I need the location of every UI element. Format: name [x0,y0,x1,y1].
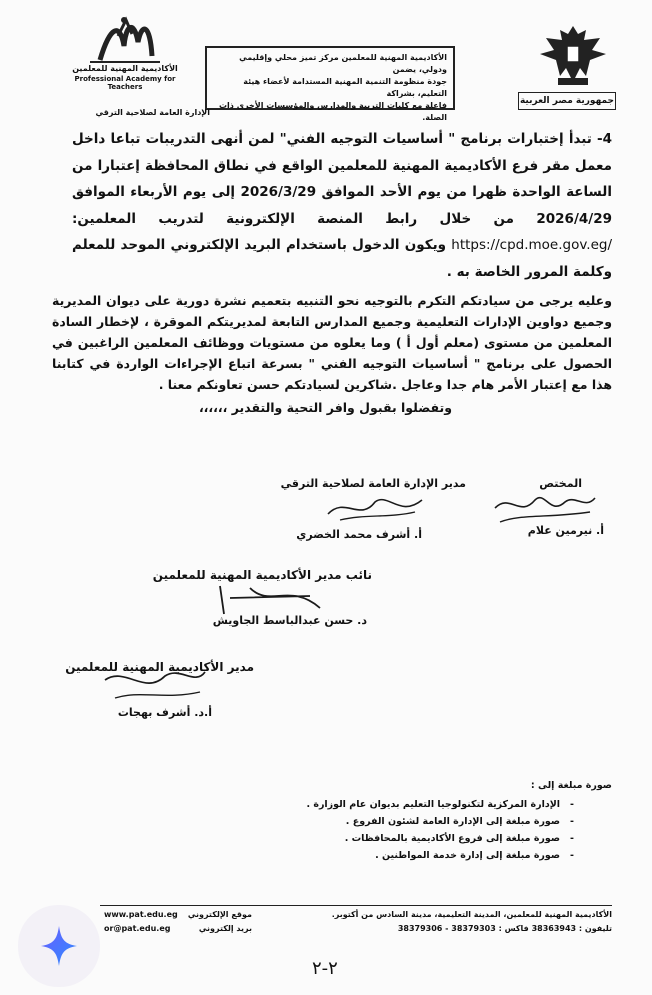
vision-line: فاعلة مع كليات التربية والمدارس والمؤسسات الأخرى ذات الصلة. [219,101,447,122]
closing-greeting: وتفضلوا بقبول وافر التحية والتقدير ،،،،،، [198,400,452,415]
specialist-name: أ. نيرمين علام [527,524,604,537]
list-item: - صورة مبلغة إلى الإدارة العامة لشئون الفروع . [274,813,574,830]
country-label: جمهورية مصر العربية [518,92,616,110]
logo-english-name: Professional Academy for Teachers [74,75,176,91]
request-paragraph: وعليه يرجى من سيادتكم التكرم بالتوجيه نحو التنبيه بتعميم نشرة دورية على ديوان المديرية وجميع دواوين الإدارات التعليمية وجميع المدارس التابعة لمديريتكم الموقرة ، لإخطار السادة المعلمين من مستوى (معلم أول أ ) وما يعلوه من مستويات ووظائف المعلمين الراغبين في الحصول على برنامج " أساسيات التوجيه الفني " بسرعة اتباع الإجراءات الواردة في كتابنا هذا مع إعتبار الأمر هام جدا وعاجل .شاكرين لسيادتكم حسن تعاونكم معنا . [52,293,612,392]
footer-email-label: بريد إلكتروني [198,924,252,933]
academy-vision-box [205,46,455,122]
academy-director-name: أ.د. أشرف بهجات [117,706,212,719]
director-general-title: مدير الإدارة العامة لصلاحية الترقي [280,477,466,490]
eagle-emblem-icon [534,20,612,90]
footer-address: الأكاديمية المهنية للمعلمين، المدينة التعليمية، مدينة السادس من أكتوبر. [331,910,612,919]
director-general-name: أ. أشرف محمد الخضري [296,528,422,541]
deputy-director-name: د. حسن عبدالباسط الجاويش [212,614,367,627]
footer-website[interactable]: www.pat.edu.eg [104,910,178,919]
specialist-title: المختص [539,477,582,490]
specialist-signature [490,488,600,528]
copies-list [274,796,574,864]
list-item: - الإدارة المركزية لتكنولوجيا التعليم بديوان عام الوزارة . [274,796,574,813]
logo-arabic-name: الأكاديمية المهنية للمعلمين [72,64,178,73]
copies-heading: صورة مبلغة إلى : [530,780,612,791]
footer-website-label: موقع الإلكتروني [187,910,252,919]
login-instructions: ويكون الدخول باستخدام البريد الإلكتروني الموحد للمعلم وكلمة المرور الخاصة به . [72,237,612,280]
vision-line: جودة منظومة التنمية المهنية المستدامة لأعضاء هيئة التعليم، بشراكة [243,77,447,98]
footer-divider [100,905,612,906]
footer-email[interactable]: or@pat.edu.eg [104,924,171,933]
page-number: ٢-٢ [312,958,338,979]
department-name: الإدارة العامة لصلاحية الترقي [95,108,210,117]
academy-director-title: مدير الأكاديمية المهنية للمعلمين [65,660,254,674]
deputy-director-title: نائب مدير الأكاديمية المهنية للمعلمين [152,568,372,582]
exam-announcement-paragraph [72,126,612,285]
ai-assistant-button[interactable] [18,905,100,987]
list-item: - صورة مبلغة إلى إدارة خدمة المواطنين . [274,847,574,864]
academy-director-signature [100,666,210,708]
list-item: - صورة مبلغة إلى فروع الأكاديمية بالمحافظات . [274,830,574,847]
academy-logo-icon [60,16,190,66]
director-general-signature [320,492,430,526]
footer-phone: تليفون : 38363943 فاكس : 38379303 - 38379306 [397,924,612,933]
platform-link[interactable]: https://cpd.moe.gov.eg/ [451,237,612,253]
sparkle-icon [39,924,79,968]
vision-line: الأكاديمية المهنية للمعلمين مركز تميز محلي وإقليمي ودولي، يضمن [239,53,447,74]
announcement-text: 4- تبدأ إختبارات برنامج " أساسيات التوجيه الفني" لمن أنهى التدريبات تباعا داخل معمل مقر فرع الأكاديمية المهنية للمعلمين الواقع في نطاق المحافظة إعتبارا من الساعة الواحدة ظهرا من يوم الأحد الموافق 2026/3/29 إلى يوم الأربعاء الموافق 2026/4/29 من خلال رابط المنصة الإلكترونية لتدريب المعلمين: [72,131,612,227]
